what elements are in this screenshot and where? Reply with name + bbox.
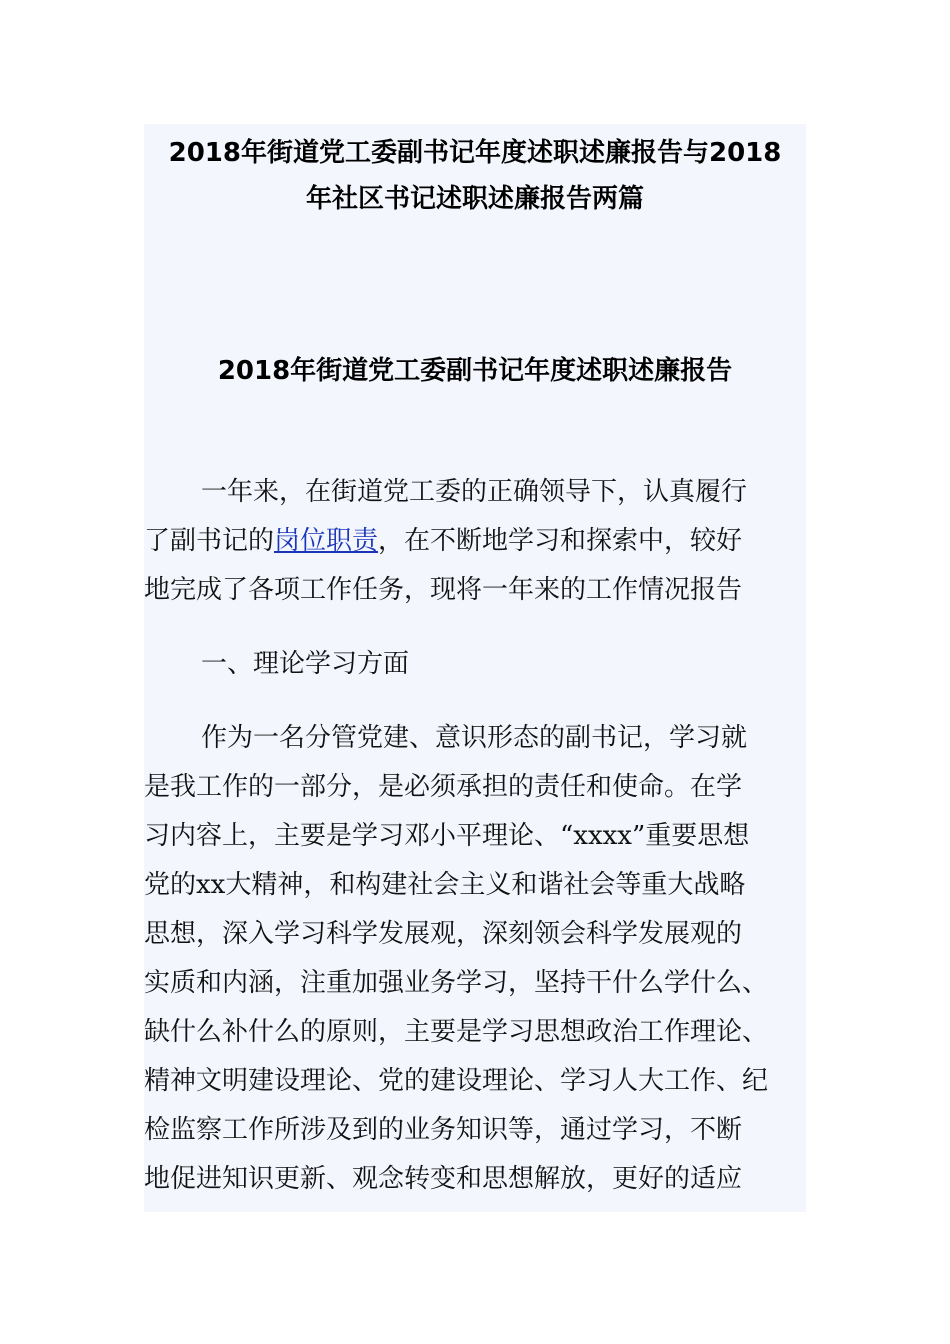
paragraph-line: 地完成了各项工作任务，现将一年来的工作情况报告 [144, 575, 743, 605]
paragraph-line: 习内容上，主要是学习邓小平理论、“xxxx”重要思想 [144, 821, 750, 851]
paragraph-theory-study [144, 714, 808, 1204]
paragraph-line: 地促进知识更新、观念转变和思想解放，更好的适应 [144, 1164, 743, 1194]
heading-theory-study [144, 640, 808, 689]
paragraph-line: 思想，深入学习科学发展观，深刻领会科学发展观的 [144, 919, 743, 949]
paragraph-line: 实质和内涵，注重加强业务学习，坚持干什么学什么、 [144, 968, 769, 998]
paragraph-line: 一年来，在街道党工委的正确领导下，认真履行 [201, 477, 748, 507]
document-title-line-1: 2018年街道党工委副书记年度述职述廉报告与2018 [168, 138, 782, 168]
document-title [144, 130, 806, 222]
document-title-line-2: 年社区书记述职述廉报告两篇 [305, 184, 644, 214]
paragraph-line: 是我工作的一部分，是必须承担的责任和使命。在学 [144, 772, 743, 802]
paragraph-line: 作为一名分管党建、意识形态的副书记，学习就 [201, 723, 748, 753]
paragraph-text: ，在不断地学习和探索中，较好 [378, 526, 743, 556]
paragraph-line: 检监察工作所涉及到的业务知识等，通过学习，不断 [144, 1115, 743, 1145]
paragraph-line: 精神文明建设理论、党的建设理论、学习人大工作、纪 [144, 1066, 769, 1096]
section-title: 2018年街道党工委副书记年度述职述廉报告 [217, 356, 733, 386]
heading-text: 一、理论学习方面 [201, 649, 410, 679]
paragraph-line: 缺什么补什么的原则，主要是学习思想政治工作理论、 [144, 1017, 769, 1047]
paragraph-intro [144, 468, 808, 615]
paragraph-line [144, 517, 808, 566]
paragraph-line: 党的xx大精神，和构建社会主义和谐社会等重大战略 [144, 870, 746, 900]
job-duty-link[interactable]: 岗位职责 [274, 526, 379, 556]
paragraph-text: 了副书记的 [144, 526, 275, 556]
